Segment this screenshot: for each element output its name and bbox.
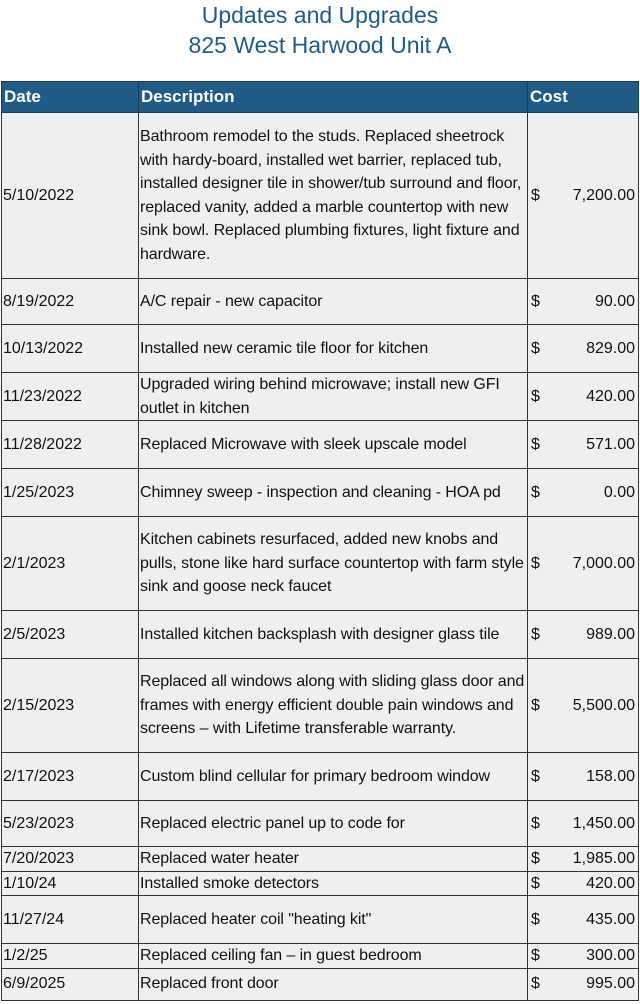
date-cell: 8/19/2022 <box>2 279 139 325</box>
description-cell: Custom blind cellular for primary bedroom window <box>139 753 528 801</box>
description-cell: Replaced ceiling fan – in guest bedroom <box>139 944 528 969</box>
cost-value: 158.00 <box>586 767 635 785</box>
description-cell: Installed smoke detectors <box>139 871 528 896</box>
cost-value: 90.00 <box>594 292 635 310</box>
date-cell: 2/17/2023 <box>2 753 139 801</box>
cost-value: 995.00 <box>586 975 635 993</box>
cost-cell <box>528 325 639 373</box>
cost-cell <box>528 847 639 872</box>
description-cell: Kitchen cabinets resurfaced, added new knobs and pulls, stone like hard surface countertop with farm style sink and goose neck faucet <box>139 517 528 611</box>
cost-value: 420.00 <box>586 387 635 405</box>
table-header-row <box>2 82 639 113</box>
table-row <box>2 896 639 944</box>
table-row <box>2 801 639 847</box>
currency-symbol: $ <box>531 483 540 501</box>
column-header-date: Date <box>2 82 139 113</box>
currency-symbol: $ <box>531 975 540 993</box>
cost-cell <box>528 753 639 801</box>
page-title: Updates and Upgrades <box>201 2 439 28</box>
currency-symbol: $ <box>531 339 540 357</box>
cost-value: 7,000.00 <box>572 554 635 572</box>
cost-cell <box>528 279 639 325</box>
column-header-cost: Cost <box>528 82 639 113</box>
description-cell: Replaced electric panel up to code for <box>139 801 528 847</box>
description-cell: Replaced water heater <box>139 847 528 872</box>
currency-symbol: $ <box>531 874 540 892</box>
cost-value: 989.00 <box>586 625 635 643</box>
currency-symbol: $ <box>531 910 540 928</box>
cost-cell <box>528 373 639 421</box>
table-row <box>2 871 639 896</box>
table-row <box>2 325 639 373</box>
date-cell: 5/23/2023 <box>2 801 139 847</box>
description-cell: Replaced front door <box>139 968 528 1000</box>
table-row <box>2 753 639 801</box>
table-row <box>2 611 639 659</box>
date-cell: 7/20/2023 <box>2 847 139 872</box>
currency-symbol: $ <box>531 696 540 714</box>
cost-cell <box>528 469 639 517</box>
date-cell: 11/23/2022 <box>2 373 139 421</box>
date-cell: 5/10/2022 <box>2 113 139 279</box>
date-cell: 1/2/25 <box>2 944 139 969</box>
date-cell: 2/5/2023 <box>2 611 139 659</box>
cost-cell <box>528 871 639 896</box>
cost-value: 571.00 <box>586 435 635 453</box>
cost-value: 300.00 <box>586 947 635 964</box>
cost-cell <box>528 421 639 469</box>
cost-value: 435.00 <box>586 910 635 928</box>
title-block <box>0 0 640 80</box>
table-row <box>2 279 639 325</box>
currency-symbol: $ <box>531 767 540 785</box>
cost-value: 420.00 <box>586 874 635 892</box>
cost-value: 829.00 <box>586 339 635 357</box>
description-cell: Replaced all windows along with sliding glass door and frames with energy efficient double pain windows and screens – with Lifetime transferable warranty. <box>139 659 528 753</box>
table-row <box>2 421 639 469</box>
table-row <box>2 373 639 421</box>
currency-symbol: $ <box>531 554 540 572</box>
cost-value: 0.00 <box>603 483 635 501</box>
table-row <box>2 469 639 517</box>
cost-cell <box>528 611 639 659</box>
cost-value: 1,985.00 <box>572 850 635 867</box>
table-row <box>2 944 639 969</box>
cost-cell <box>528 944 639 969</box>
table-row <box>2 517 639 611</box>
date-cell: 1/25/2023 <box>2 469 139 517</box>
date-cell: 11/27/24 <box>2 896 139 944</box>
page-subtitle: 825 West Harwood Unit A <box>188 32 452 58</box>
cost-cell <box>528 968 639 1000</box>
currency-symbol: $ <box>531 625 540 643</box>
date-cell: 2/15/2023 <box>2 659 139 753</box>
cost-value: 1,450.00 <box>572 814 635 832</box>
cost-value: 5,500.00 <box>572 696 635 714</box>
cost-value: 7,200.00 <box>572 186 635 204</box>
table-row <box>2 113 639 279</box>
date-cell: 1/10/24 <box>2 871 139 896</box>
currency-symbol: $ <box>531 387 540 405</box>
table-row <box>2 968 639 1000</box>
column-header-description: Description <box>139 82 528 113</box>
currency-symbol: $ <box>531 186 540 204</box>
currency-symbol: $ <box>531 435 540 453</box>
description-cell: Replaced Microwave with sleek upscale model <box>139 421 528 469</box>
description-cell: Chimney sweep - inspection and cleaning - HOA pd <box>139 469 528 517</box>
date-cell: 2/1/2023 <box>2 517 139 611</box>
description-cell: Upgraded wiring behind microwave; install new GFI outlet in kitchen <box>139 373 528 421</box>
description-cell: Installed new ceramic tile floor for kitchen <box>139 325 528 373</box>
table-row <box>2 659 639 753</box>
cost-cell <box>528 113 639 279</box>
date-cell: 10/13/2022 <box>2 325 139 373</box>
cost-cell <box>528 801 639 847</box>
description-cell: A/C repair - new capacitor <box>139 279 528 325</box>
date-cell: 6/9/2025 <box>2 968 139 1000</box>
cost-cell <box>528 659 639 753</box>
description-cell: Replaced heater coil "heating kit" <box>139 896 528 944</box>
currency-symbol: $ <box>531 850 540 867</box>
upgrades-table <box>1 81 639 1001</box>
date-cell: 11/28/2022 <box>2 421 139 469</box>
table-row <box>2 847 639 872</box>
description-cell: Bathroom remodel to the studs. Replaced sheetrock with hardy-board, installed wet barrier, replaced tub, installed designer tile in shower/tub surround and floor, replaced vanity, added a marble countertop with new sink bowl. Replaced plumbing fixtures, light fixture and hardware. <box>139 113 528 279</box>
cost-cell <box>528 896 639 944</box>
cost-cell <box>528 517 639 611</box>
currency-symbol: $ <box>531 814 540 832</box>
description-cell: Installed kitchen backsplash with designer glass tile <box>139 611 528 659</box>
currency-symbol: $ <box>531 947 540 964</box>
currency-symbol: $ <box>531 292 540 310</box>
